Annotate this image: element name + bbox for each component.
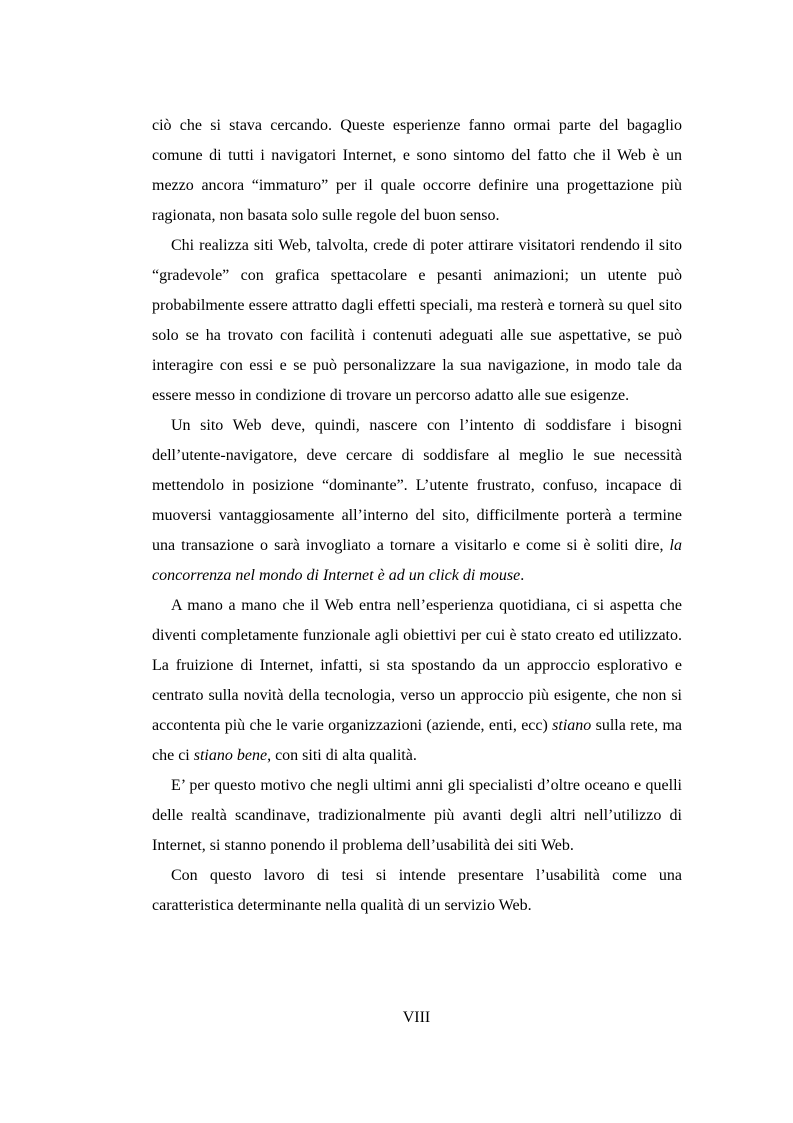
paragraph-3-period: . bbox=[520, 567, 525, 584]
paragraph-4-text: A mano a mano che il Web entra nell’esperienza quotidiana, ci si aspetta che diventi completamente funzionale agli obiettivi per cui è stato creato ed utilizzato. La fruizione di Internet, infatti, si sta spostando da un approccio esplorativo e centrato sulla novità della tecnologia, verso un approccio più esigente, che non si accontenta più che le varie organizzazioni (aziende, enti, ecc) bbox=[152, 597, 682, 734]
paragraph-4-text-end: , con siti di alta qualità. bbox=[267, 747, 417, 764]
body-text bbox=[152, 111, 682, 921]
paragraph-3-italic-quote: la concorrenza nel mondo di Internet è ad un click di mouse bbox=[152, 537, 682, 584]
paragraph-3 bbox=[152, 411, 682, 591]
paragraph-5-text: E’ per questo motivo che negli ultimi anni gli specialisti d’oltre oceano e quelli delle realtà scandinave, tradizionalmente più avanti degli altri nell’utilizzo di Internet, si stanno ponendo il problema dell’usabilità dei siti Web. bbox=[152, 777, 682, 854]
paragraph-4 bbox=[152, 591, 682, 771]
paragraph-4-text-mid: sulla rete, ma che ci bbox=[152, 717, 682, 764]
paragraph-3-text: Un sito Web deve, quindi, nascere con l’intento di soddisfare i bisogni dell’utente-navigatore, deve cercare di soddisfare al meglio le sue necessità mettendolo in posizione “dominante”. L’utente frustrato, confuso, incapace di muoversi vantaggiosamente all’interno del sito, difficilmente porterà a termine una transazione o sarà invogliato a tornare a visitarlo e come si è soliti dire, bbox=[152, 417, 682, 554]
paragraph-4-italic-stiano: stiano bbox=[552, 717, 592, 734]
page-number: VIII bbox=[402, 1009, 431, 1026]
paragraph-2 bbox=[152, 231, 682, 411]
paragraph-2-text: Chi realizza siti Web, talvolta, crede di poter attirare visitatori rendendo il sito “gradevole” con grafica spettacolare e pesanti animazioni; un utente può probabilmente essere attratto dagli effetti speciali, ma resterà e tornerà su quel sito solo se ha trovato con facilità i contenuti adeguati alle sue aspettative, se può interagire con essi e se può personalizzare la sua navigazione, in modo tale da essere messo in condizione di trovare un percorso adatto alle sue esigenze. bbox=[152, 237, 682, 404]
paragraph-5 bbox=[152, 771, 682, 861]
paragraph-6 bbox=[152, 861, 682, 921]
paragraph-1 bbox=[152, 111, 682, 231]
paragraph-6-text: Con questo lavoro di tesi si intende presentare l’usabilità come una caratteristica determinante nella qualità di un servizio Web. bbox=[152, 867, 682, 914]
paragraph-1-text: ciò che si stava cercando. Queste esperienze fanno ormai parte del bagaglio comune di tutti i navigatori Internet, e sono sintomo del fatto che il Web è un mezzo ancora “immaturo” per il quale occorre definire una progettazione più ragionata, non basata solo sulle regole del buon senso. bbox=[152, 117, 682, 224]
paragraph-4-italic-stiano-bene: stiano bene bbox=[193, 747, 268, 764]
